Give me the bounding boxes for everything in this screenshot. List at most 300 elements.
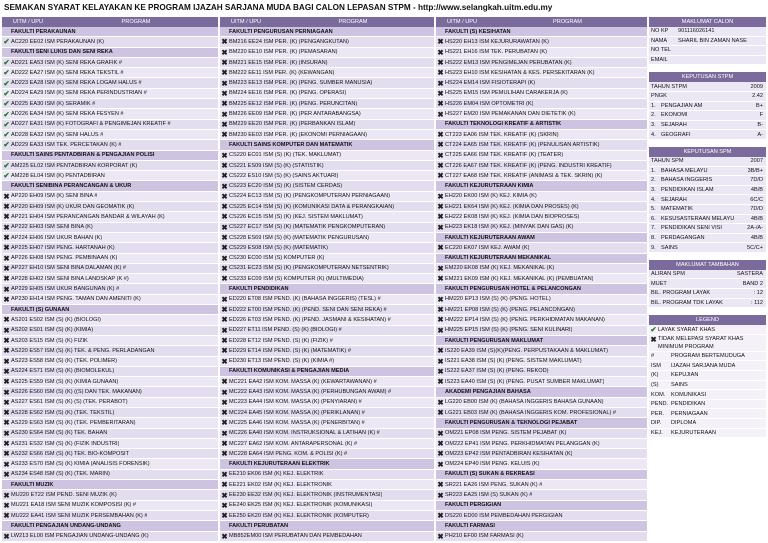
legend-header: LEGEND (649, 315, 766, 325)
cross-icon: ✖ (221, 274, 228, 284)
subject-grade: 3B/B+ (747, 167, 763, 174)
program-row (220, 387, 434, 397)
right-panel (649, 17, 766, 445)
program-label: AS232 ES66 ISM (S) (K) TEK. BIO-KOMPOSIT (11, 450, 130, 457)
program-row (436, 449, 647, 459)
program-label: MU221 EA18 ISM SENI MUZIK KOMPOSISI (K) # (11, 502, 136, 509)
program-row (2, 490, 218, 500)
cross-icon: ✖ (221, 88, 228, 98)
cross-icon: ✖ (437, 428, 444, 438)
legend-abbr: PER. (651, 410, 665, 417)
program-label: AS225 ES59 ISM (S) (K) (KIMIA GUNAAN) (11, 378, 119, 385)
program-row (436, 202, 647, 212)
cross-icon: ✖ (437, 58, 444, 68)
program-row (2, 161, 218, 171)
cross-icon: ✖ (3, 356, 10, 366)
program-label: AS203 ES15 ISM (S) (K) FIZIK (11, 337, 88, 344)
cross-icon: ✖ (3, 253, 10, 263)
legend-meaning: IJAZAH SARJANA MUDA (671, 362, 736, 369)
header-uitm-upu: UITM / UPU (12, 19, 44, 25)
program-row (436, 459, 647, 469)
faculty-header: FAKULTI PENGURUSAN & TEKNOLOGI PEJABAT (436, 418, 647, 428)
cross-icon: ✖ (437, 109, 444, 119)
subject-grade: 6C/C (750, 196, 763, 203)
field-label: ALIRAN SPM (651, 271, 685, 278)
program-row (436, 151, 647, 161)
program-row (2, 336, 218, 346)
check-icon: ✔ (3, 140, 10, 150)
subject-name: SEJARAH (661, 122, 687, 129)
program-row (436, 346, 647, 356)
program-row (220, 398, 434, 408)
faculty-header: FAKULTI KEJURUTERAAN MEKANIKAL (436, 254, 647, 264)
program-row (2, 408, 218, 418)
program-label: AP228 EH02 ISM SENI BINA LANDSKAP (K #) (11, 275, 129, 282)
field-label: MUET (651, 280, 667, 287)
program-row (220, 130, 434, 140)
cross-icon: ✖ (3, 397, 10, 407)
cross-icon: ✖ (3, 191, 10, 201)
cross-icon: ✖ (437, 459, 444, 469)
program-label: AP224 EH06 ISM UKUR BAHAN (K) (11, 234, 103, 241)
program-row (2, 459, 218, 469)
program-label: AP227 EH10 ISM SENI BINA DALAMAN (K) # (11, 265, 127, 272)
cross-icon: ✖ (221, 47, 228, 57)
program-label: CT223 EA06 ISM TEK. KREATIF (K) (SKRIN) (445, 131, 559, 138)
check-icon: ✔ (3, 37, 10, 47)
check-icon: ✔ (3, 58, 10, 68)
program-row (220, 223, 434, 233)
program-column (220, 17, 434, 542)
program-label: HS222 EM13 ISM PENGIMEJAN PERUBATAN (K) (445, 59, 572, 66)
subject-grade: 4B/B (750, 187, 763, 194)
program-row (220, 532, 434, 542)
program-label: HS223 EH10 ISM KESIHATAN & KES. PERSEKITARAN (K) (445, 69, 595, 76)
program-label: AS233 ES70 ISM (S) (K) KIMIA (ANALISIS FORENSIK) (11, 461, 150, 468)
program-row (220, 243, 434, 253)
program-label: BM220 EE10 ISM PER. (K) (PEMASARAN) (229, 49, 338, 56)
cross-icon: ✖ (3, 500, 10, 510)
check-icon: ✔ (3, 78, 10, 88)
subject-grade: F (759, 112, 763, 119)
program-row (220, 315, 434, 325)
program-row (436, 480, 647, 490)
program-row (436, 408, 647, 418)
subject-name: PERDAGANGAN (661, 234, 705, 241)
cross-icon: ✖ (437, 37, 444, 47)
cross-icon: ✖ (221, 37, 228, 47)
cross-icon: ✖ (221, 305, 228, 315)
program-label: AP220 EH09 ISM (K) UKUR DAN GEOMATIK (K) (11, 203, 135, 210)
cross-icon: ✖ (221, 449, 228, 459)
program-row (2, 326, 218, 336)
program-label: HS226 EM04 ISM OPTOMETRI (K) (445, 100, 534, 107)
cross-icon: ✖ (221, 469, 228, 479)
program-label: AD224 EA29 ISM (K) SENI REKA PERINDUSTRIAN # (11, 90, 147, 97)
program-label: MB852EM00 ISM PERUBATAN DAN PEMBEDAHAN (229, 533, 362, 540)
faculty-header: FAKULTI PERAKAUNAN (2, 27, 218, 37)
cross-icon: ✖ (221, 397, 228, 407)
program-row (436, 326, 647, 336)
program-label: MC223 EA44 ISM KOM. MASSA (K) (PENYIARAN) # (229, 399, 362, 406)
subject-number: 6. (651, 215, 656, 222)
cross-icon: ✖ (437, 99, 444, 109)
subject-number: 8. (651, 234, 656, 241)
cross-icon: ✖ (221, 511, 228, 521)
cross-icon: ✖ (437, 274, 444, 284)
faculty-header: FAKULTI SENIBINA PERANCANGAN & UKUR (2, 181, 218, 191)
program-label: EE250 EK20 ISM (K) KEJ. ELEKTRONIK (KOMPUTER) (229, 512, 369, 519)
program-row (436, 212, 647, 222)
cross-icon: ✖ (221, 150, 228, 160)
program-row (220, 449, 434, 459)
program-row (436, 429, 647, 439)
program-label: EM221 EK09 ISM (K) KEJ. MEKANIKAL (K) (PEMBUATAN) (445, 275, 594, 282)
program-row (436, 140, 647, 150)
tambahan-field-row (649, 289, 766, 299)
program-row (2, 243, 218, 253)
cross-icon: ✖ (650, 334, 657, 344)
program-row (2, 315, 218, 325)
subject-name: SAINS (661, 244, 678, 251)
program-label: DS220 ED00 ISM PEMBEDAHAN PERGIGIAN (445, 512, 563, 519)
field-label: NAMA (651, 37, 668, 44)
calon-field-row (649, 56, 766, 66)
cross-icon: ✖ (221, 171, 228, 181)
program-row (2, 511, 218, 521)
cross-icon: ✖ (3, 387, 10, 397)
calon-field-row (649, 46, 766, 56)
column-header (436, 17, 647, 27)
program-label: EE221 EK02 ISM (K) KEJ. ELEKTRONIK (229, 481, 332, 488)
cross-icon: ✖ (221, 387, 228, 397)
cross-icon: ✖ (221, 191, 228, 201)
program-row (220, 501, 434, 511)
program-row (436, 243, 647, 253)
check-icon: ✔ (3, 130, 10, 140)
program-label: AD226 EA34 ISM (K) SENI REKA FESYEN # (11, 111, 124, 118)
maklumat-calon-box (649, 17, 766, 65)
program-label: IS220 EA39 ISM (S)(K)(PENG. PERPUSTAKAAN & MAKLUMAT) (445, 347, 608, 354)
subject-row (649, 111, 766, 121)
subject-row (649, 243, 766, 253)
page-title: SEMAKAN SYARAT KELAYAKAN KE PROGRAM IJAZAH SARJANA MUDA BAGI CALON LEPASAN STPM - http://www.selangkah.uitm.edu.my (4, 3, 553, 12)
cross-icon: ✖ (437, 346, 444, 356)
program-row (220, 78, 434, 88)
program-label: OM224 EP40 ISM PENG. KELUIS (K) (445, 461, 540, 468)
program-row (2, 501, 218, 511)
cross-icon: ✖ (3, 202, 10, 212)
cross-icon: ✖ (221, 490, 228, 500)
cross-icon: ✖ (437, 325, 444, 335)
faculty-header: FAKULTI PENGURUSAN PERNIAGAAN (220, 27, 434, 37)
program-row (2, 89, 218, 99)
cross-icon: ✖ (221, 109, 228, 119)
faculty-header: FAKULTI (S) GUNAAN (2, 305, 218, 315)
program-label: CS222 ES10 ISM (S) (K) (SAINS AKTUARI) (229, 172, 339, 179)
cross-icon: ✖ (3, 294, 10, 304)
cross-icon: ✖ (221, 58, 228, 68)
program-row (2, 449, 218, 459)
field-label: NO KP (651, 28, 669, 35)
program-row (2, 284, 218, 294)
subject-name: EKONOMI (661, 112, 688, 119)
subject-name: BAHASA MELAYU (661, 167, 708, 174)
program-row (2, 367, 218, 377)
program-label: CT226 EA67 ISM TEK. KREATIF (K) (PENG. INDUSTRI KREATIF) (445, 162, 612, 169)
cross-icon: ✖ (437, 243, 444, 253)
program-row (220, 418, 434, 428)
cross-icon: ✖ (3, 366, 10, 376)
cross-icon: ✖ (221, 233, 228, 243)
check-icon: ✔ (3, 171, 10, 181)
program-row (436, 99, 647, 109)
program-label: HS221 EH16 ISM TEK. PERUBATAN (K) (445, 49, 547, 56)
program-label: AM225 EL02 ISM PENTADBIRAN KORPORAT (K) (11, 162, 138, 169)
cross-icon: ✖ (221, 161, 228, 170)
subject-name: SEJARAH (661, 196, 687, 203)
legend-abbr: DIP. (651, 420, 662, 427)
faculty-header: FAKULTI SENI LUKIS DAN SENI REKA (2, 48, 218, 58)
program-row (436, 532, 647, 542)
program-row (436, 398, 647, 408)
legend-abbr: # (651, 353, 655, 360)
program-row (2, 387, 218, 397)
program-row (436, 439, 647, 449)
program-row (436, 89, 647, 99)
cross-icon: ✖ (437, 68, 444, 78)
subject-grade: 7D/D (750, 177, 763, 184)
cross-icon: ✖ (221, 119, 228, 129)
program-label: AS220 ES57 ISM (S) (K) TEK. & PENG. PERLADANGAN (11, 347, 155, 354)
legend-abbr-row (649, 429, 766, 439)
program-row (2, 130, 218, 140)
cross-icon: ✖ (437, 397, 444, 407)
cross-icon: ✖ (437, 366, 444, 376)
subject-grade: 4B/B (750, 215, 763, 222)
program-label: MC222 EA43 ISM KOM. MASSA (K) (PERHUBUNGAN AWAM) # (229, 389, 392, 396)
program-row (436, 68, 647, 78)
cross-icon: ✖ (221, 202, 228, 212)
program-label: AP220 EH09 ISM (K) SENI BINA # (11, 193, 98, 200)
faculty-header: FAKULTI PENDIDIKAN (220, 284, 434, 294)
cross-icon: ✖ (3, 377, 10, 387)
subject-grade: 2A-/A- (747, 225, 763, 232)
program-label: HS220 EH13 ISM KEJURURAWATAN (K) (445, 38, 549, 45)
check-icon: ✔ (650, 325, 657, 335)
program-label: AS228 ES62 ISM (S) (K) (TEK. TEKSTIL) (11, 409, 115, 416)
program-label: AD221 EA53 ISM (K) SENI REKA GRAFIK # (11, 59, 122, 66)
program-row (436, 305, 647, 315)
program-label: CS233 EC09 ISM (S) KOMPUTER (K) (MULTIMEDIA) (229, 275, 364, 282)
program-label: BM230 EE03 ISM PER. (K) (EKONOMI PERNIAGAAN) (229, 131, 368, 138)
cross-icon: ✖ (437, 439, 444, 449)
program-row (436, 315, 647, 325)
program-label: ED229 ET14 ISM PEND. (S) (K) (MATEMATIK) # (229, 347, 351, 354)
cross-icon: ✖ (221, 439, 228, 449)
tahun-spm-row: TAHUN SPM 2007 (649, 157, 766, 167)
cross-icon: ✖ (3, 233, 10, 243)
program-row (220, 192, 434, 202)
program-label: AS224 ES71 ISM (S) (K) (BIOMOLEKUL) (11, 368, 115, 375)
maklumat-calon-header: MAKLUMAT CALON (649, 17, 766, 27)
program-label: OM223 EP42 ISM PENTADBIRAN KESIHATAN (K) (445, 450, 573, 457)
cross-icon: ✖ (221, 377, 228, 387)
cross-icon: ✖ (221, 181, 228, 191)
subject-number: 4. (651, 196, 656, 203)
program-row (2, 212, 218, 222)
program-label: HS227 EM20 ISM PEMAKANAN DAN DIETETIK (K) (445, 111, 576, 118)
program-row (2, 99, 218, 109)
program-label: AP221 EH04 ISM PERANCANGAN BANDAR & WILAYAH (K) (11, 213, 165, 220)
program-label: AD227 EA31 ISM (K) FOTOGRAFI & PENGIMEJAN KREATIF # (11, 121, 171, 128)
faculty-header: FAKULTI SAINS KOMPUTER DAN MATEMATIK (220, 140, 434, 150)
program-label: ED228 ET12 ISM PEND. (S) (K) (FIZIK) # (229, 337, 333, 344)
program-row (436, 490, 647, 500)
program-row (436, 161, 647, 171)
program-row (220, 161, 434, 171)
program-row (2, 37, 218, 47)
program-label: MC225 EA46 ISM KOM. MASSA (K) (PENERBITAN) # (229, 419, 365, 426)
program-row (2, 78, 218, 88)
program-row (436, 357, 647, 367)
cross-icon: ✖ (437, 78, 444, 88)
check-icon: ✔ (3, 161, 10, 170)
cross-icon: ✖ (221, 480, 228, 490)
program-row (220, 346, 434, 356)
program-label: AS229 ES63 ISM (S) (K) (TEK. PEMBERITARAN) (11, 419, 136, 426)
program-row (2, 233, 218, 243)
tahun-stpm-row: TAHUN STPM 2009 (649, 82, 766, 92)
program-label: AP225 EH07 ISM PENG. HARTANAH (K) (11, 244, 115, 251)
program-row (220, 202, 434, 212)
program-row (2, 429, 218, 439)
cross-icon: ✖ (437, 140, 444, 150)
cross-icon: ✖ (3, 511, 10, 521)
program-row (2, 532, 218, 542)
subject-row (649, 195, 766, 205)
program-label: AS234 ES48 ISM (S) (K) (TEK. MARIN) (11, 471, 110, 478)
program-row (220, 295, 434, 305)
faculty-header: FAKULTI PENGURUSAN HOTEL & PELANCONGAN (436, 284, 647, 294)
subject-number: 1. (651, 167, 656, 174)
program-label: BM224 EE16 ISM PER. (K) (PENG. OPERASI) (229, 90, 347, 97)
legend-meaning: KOMUNIKASI (671, 391, 707, 398)
program-column (436, 17, 647, 542)
field-label: EMAIL (651, 57, 668, 64)
field-label: NO TEL (651, 47, 672, 54)
program-label: HM222 EP14 ISM (S) (K) (PENG. PERKHIDMATAN MAKANAN) (445, 316, 605, 323)
cross-icon: ✖ (3, 243, 10, 253)
field-value: SASTERA (736, 271, 763, 278)
program-row (220, 212, 434, 222)
cross-icon: ✖ (221, 243, 228, 253)
legend-abbr: KEJ. (651, 429, 663, 436)
program-row (436, 109, 647, 119)
program-row (436, 367, 647, 377)
legend-abbr: PEND. (651, 401, 669, 408)
subject-row (649, 130, 766, 140)
program-row (2, 274, 218, 284)
program-row (436, 223, 647, 233)
legend-meaning: DIPLOMA (671, 420, 697, 427)
legend-meaning: PENDIDIKAN (671, 401, 706, 408)
program-row (2, 171, 218, 181)
cross-icon: ✖ (3, 469, 10, 479)
program-row (2, 192, 218, 202)
program-label: AS226 ES60 ISM (S) (K) ((S) DAN TEK. MAKANAN) (11, 389, 142, 396)
program-label: AD229 EA33 ISM TEK. PERCETAKAN (K) # (11, 141, 122, 148)
program-row (220, 480, 434, 490)
subject-number: 7. (651, 225, 656, 232)
program-row (220, 89, 434, 99)
program-row (2, 470, 218, 480)
program-label: MU222 EA41 ISM SENI MUZIK PERSEMBAHAN (K) # (11, 512, 148, 519)
subject-number: 9. (651, 244, 656, 251)
program-label: AS201 ES02 ISM (S) (K) (BIOLOGI) (11, 316, 101, 323)
cross-icon: ✖ (437, 88, 444, 98)
cross-icon: ✖ (437, 315, 444, 325)
program-row (436, 171, 647, 181)
subject-name: MATEMATIK (661, 206, 693, 213)
cross-icon: ✖ (221, 263, 228, 273)
program-row (220, 48, 434, 58)
program-label: IS223 EA40 ISM (S) (K) (PENG. PUSAT SUMBER MAKLUMAT) (445, 378, 605, 385)
cross-icon: ✖ (437, 408, 444, 418)
cross-icon: ✖ (3, 263, 10, 273)
legend-abbr: (K) (651, 372, 659, 379)
subject-name: PENGAJIAN AM (661, 102, 703, 109)
program-label: SR221 EA26 ISM PENG. SUKAN (K) # (445, 481, 543, 488)
subject-number: 3. (651, 122, 656, 129)
program-label: HM220 EP13 ISM (S) (K) (PENG. HOTEL) (445, 296, 551, 303)
field-value: SHARIL BIN ZAMAN NASE (678, 37, 747, 44)
program-label: AD222 EA27 ISM (K) SENI REKA TEKSTIL # (11, 69, 124, 76)
subject-grade: 7D/D (750, 206, 763, 213)
program-row (2, 223, 218, 233)
program-row (2, 109, 218, 119)
program-row (220, 68, 434, 78)
program-label: AP222 EH03 ISM SENI BINA (K) (11, 224, 93, 231)
legend-abbr-row (649, 371, 766, 381)
program-row (436, 264, 647, 274)
cross-icon: ✖ (437, 377, 444, 387)
faculty-header: FAKULTI (S) SUKAN & REKREASI (436, 470, 647, 480)
legend-abbr-row (649, 390, 766, 400)
legend-meaning: KEJURUTERAAN (671, 429, 717, 436)
cross-icon: ✖ (437, 212, 444, 222)
subject-name: KESUSASTERAAN MELAYU (661, 215, 735, 222)
program-label: IS221 EA38 ISM (S) (K) (PENG. SISTEM MAKLUMAT) (445, 358, 582, 365)
program-row (220, 254, 434, 264)
program-label: BM225 EE12 ISM PER. (K) (PENG. PERUNCITAN) (229, 100, 358, 107)
cross-icon: ✖ (221, 78, 228, 88)
field-value: BAND 2 (742, 280, 763, 287)
program-label: EM220 EK08 ISM (K) KEJ. MEKANIKAL (K) (445, 265, 555, 272)
check-icon: ✔ (3, 119, 10, 129)
program-row (220, 470, 434, 480)
cross-icon: ✖ (221, 356, 228, 366)
program-label: EH222 EK08 ISM (K) KEJ. (KIMIA DAN BIOPROSES) (445, 213, 580, 220)
program-label: AD228 EA32 ISM (K) SENI HALUS # (11, 131, 104, 138)
check-icon: ✔ (3, 68, 10, 78)
header-program: PROGRAM (121, 19, 151, 25)
program-row (2, 439, 218, 449)
program-label: PH210 EF00 ISM FARMASI (K) (445, 533, 524, 540)
program-row (220, 336, 434, 346)
faculty-header: FAKULTI KEJURUTERAAN AWAM (436, 233, 647, 243)
program-row (220, 377, 434, 387)
